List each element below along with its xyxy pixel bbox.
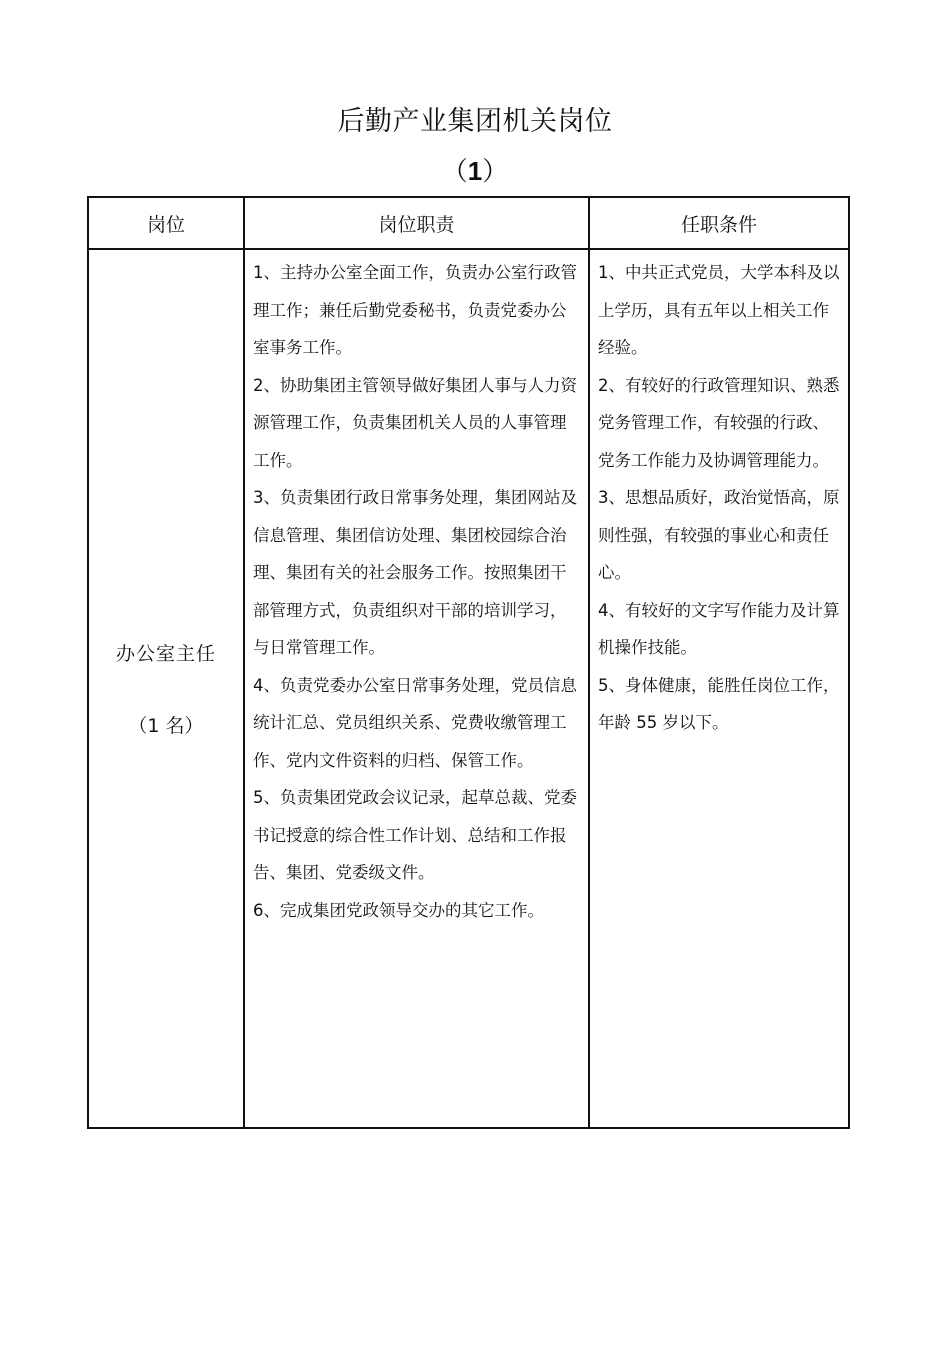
table-header-row xyxy=(88,197,849,249)
duty-item: 1、主持办公室全面工作，负责办公室行政管理工作；兼任后勤党委秘书，负责党委办公室事务工作。 xyxy=(253,263,577,357)
table-row xyxy=(88,249,849,1128)
subtitle-open-paren: （ xyxy=(441,157,468,187)
header-duties: 岗位职责 xyxy=(244,197,589,249)
position-name: 办公室主任 xyxy=(115,643,216,665)
position-wrap xyxy=(89,250,243,741)
duties-list xyxy=(245,250,588,929)
requirement-item: 5、身体健康，能胜任岗位工作，年龄 55 岁以下。 xyxy=(598,675,840,732)
subtitle-close-paren: ） xyxy=(482,157,509,187)
position-cell xyxy=(88,249,244,1128)
requirement-item: 1、中共正式党员，大学本科及以上学历，具有五年以上相关工作经验。 xyxy=(598,263,840,357)
requirement-item: 2、有较好的行政管理知识、熟悉党务管理工作，有较强的行政、党务工作能力及协调管理能力。 xyxy=(598,375,840,470)
header-requirements: 任职条件 xyxy=(589,197,849,249)
requirements-cell xyxy=(589,249,849,1128)
document-subtitle xyxy=(0,151,950,188)
duty-item: 2、协助集团主管领导做好集团人事与人力资源管理工作，负责集团机关人员的人事管理工作。 xyxy=(253,375,577,470)
duty-item: 4、负责党委办公室日常事务处理，党员信息统计汇总、党员组织关系、党费收缴管理工作、党内文件资料的归档、保管工作。 xyxy=(253,675,577,770)
duty-item: 5、负责集团党政会议记录，起草总裁、党委书记授意的综合性工作计划、总结和工作报告、集团、党委级文件。 xyxy=(253,788,577,882)
requirements-list xyxy=(590,250,848,742)
position-count: （1 名） xyxy=(128,715,204,737)
requirement-item: 3、思想品质好，政治觉悟高，原则性强，有较强的事业心和责任心。 xyxy=(598,488,840,582)
job-table xyxy=(87,196,850,1129)
document-title: 后勤产业集团机关岗位 xyxy=(337,106,613,137)
requirement-item: 4、有较好的文字写作能力及计算机操作技能。 xyxy=(598,600,840,657)
duty-item: 3、负责集团行政日常事务处理，集团网站及信息管理、集团信访处理、集团校园综合治理、集团有关的社会服务工作。按照集团干部管理方式，负责组织对干部的培训学习，与日常管理工作。 xyxy=(253,488,577,657)
duty-item: 6、完成集团党政领导交办的其它工作。 xyxy=(253,900,544,920)
duties-cell xyxy=(244,249,589,1128)
header-position: 岗位 xyxy=(88,197,244,249)
subtitle-number: 1 xyxy=(467,156,483,186)
